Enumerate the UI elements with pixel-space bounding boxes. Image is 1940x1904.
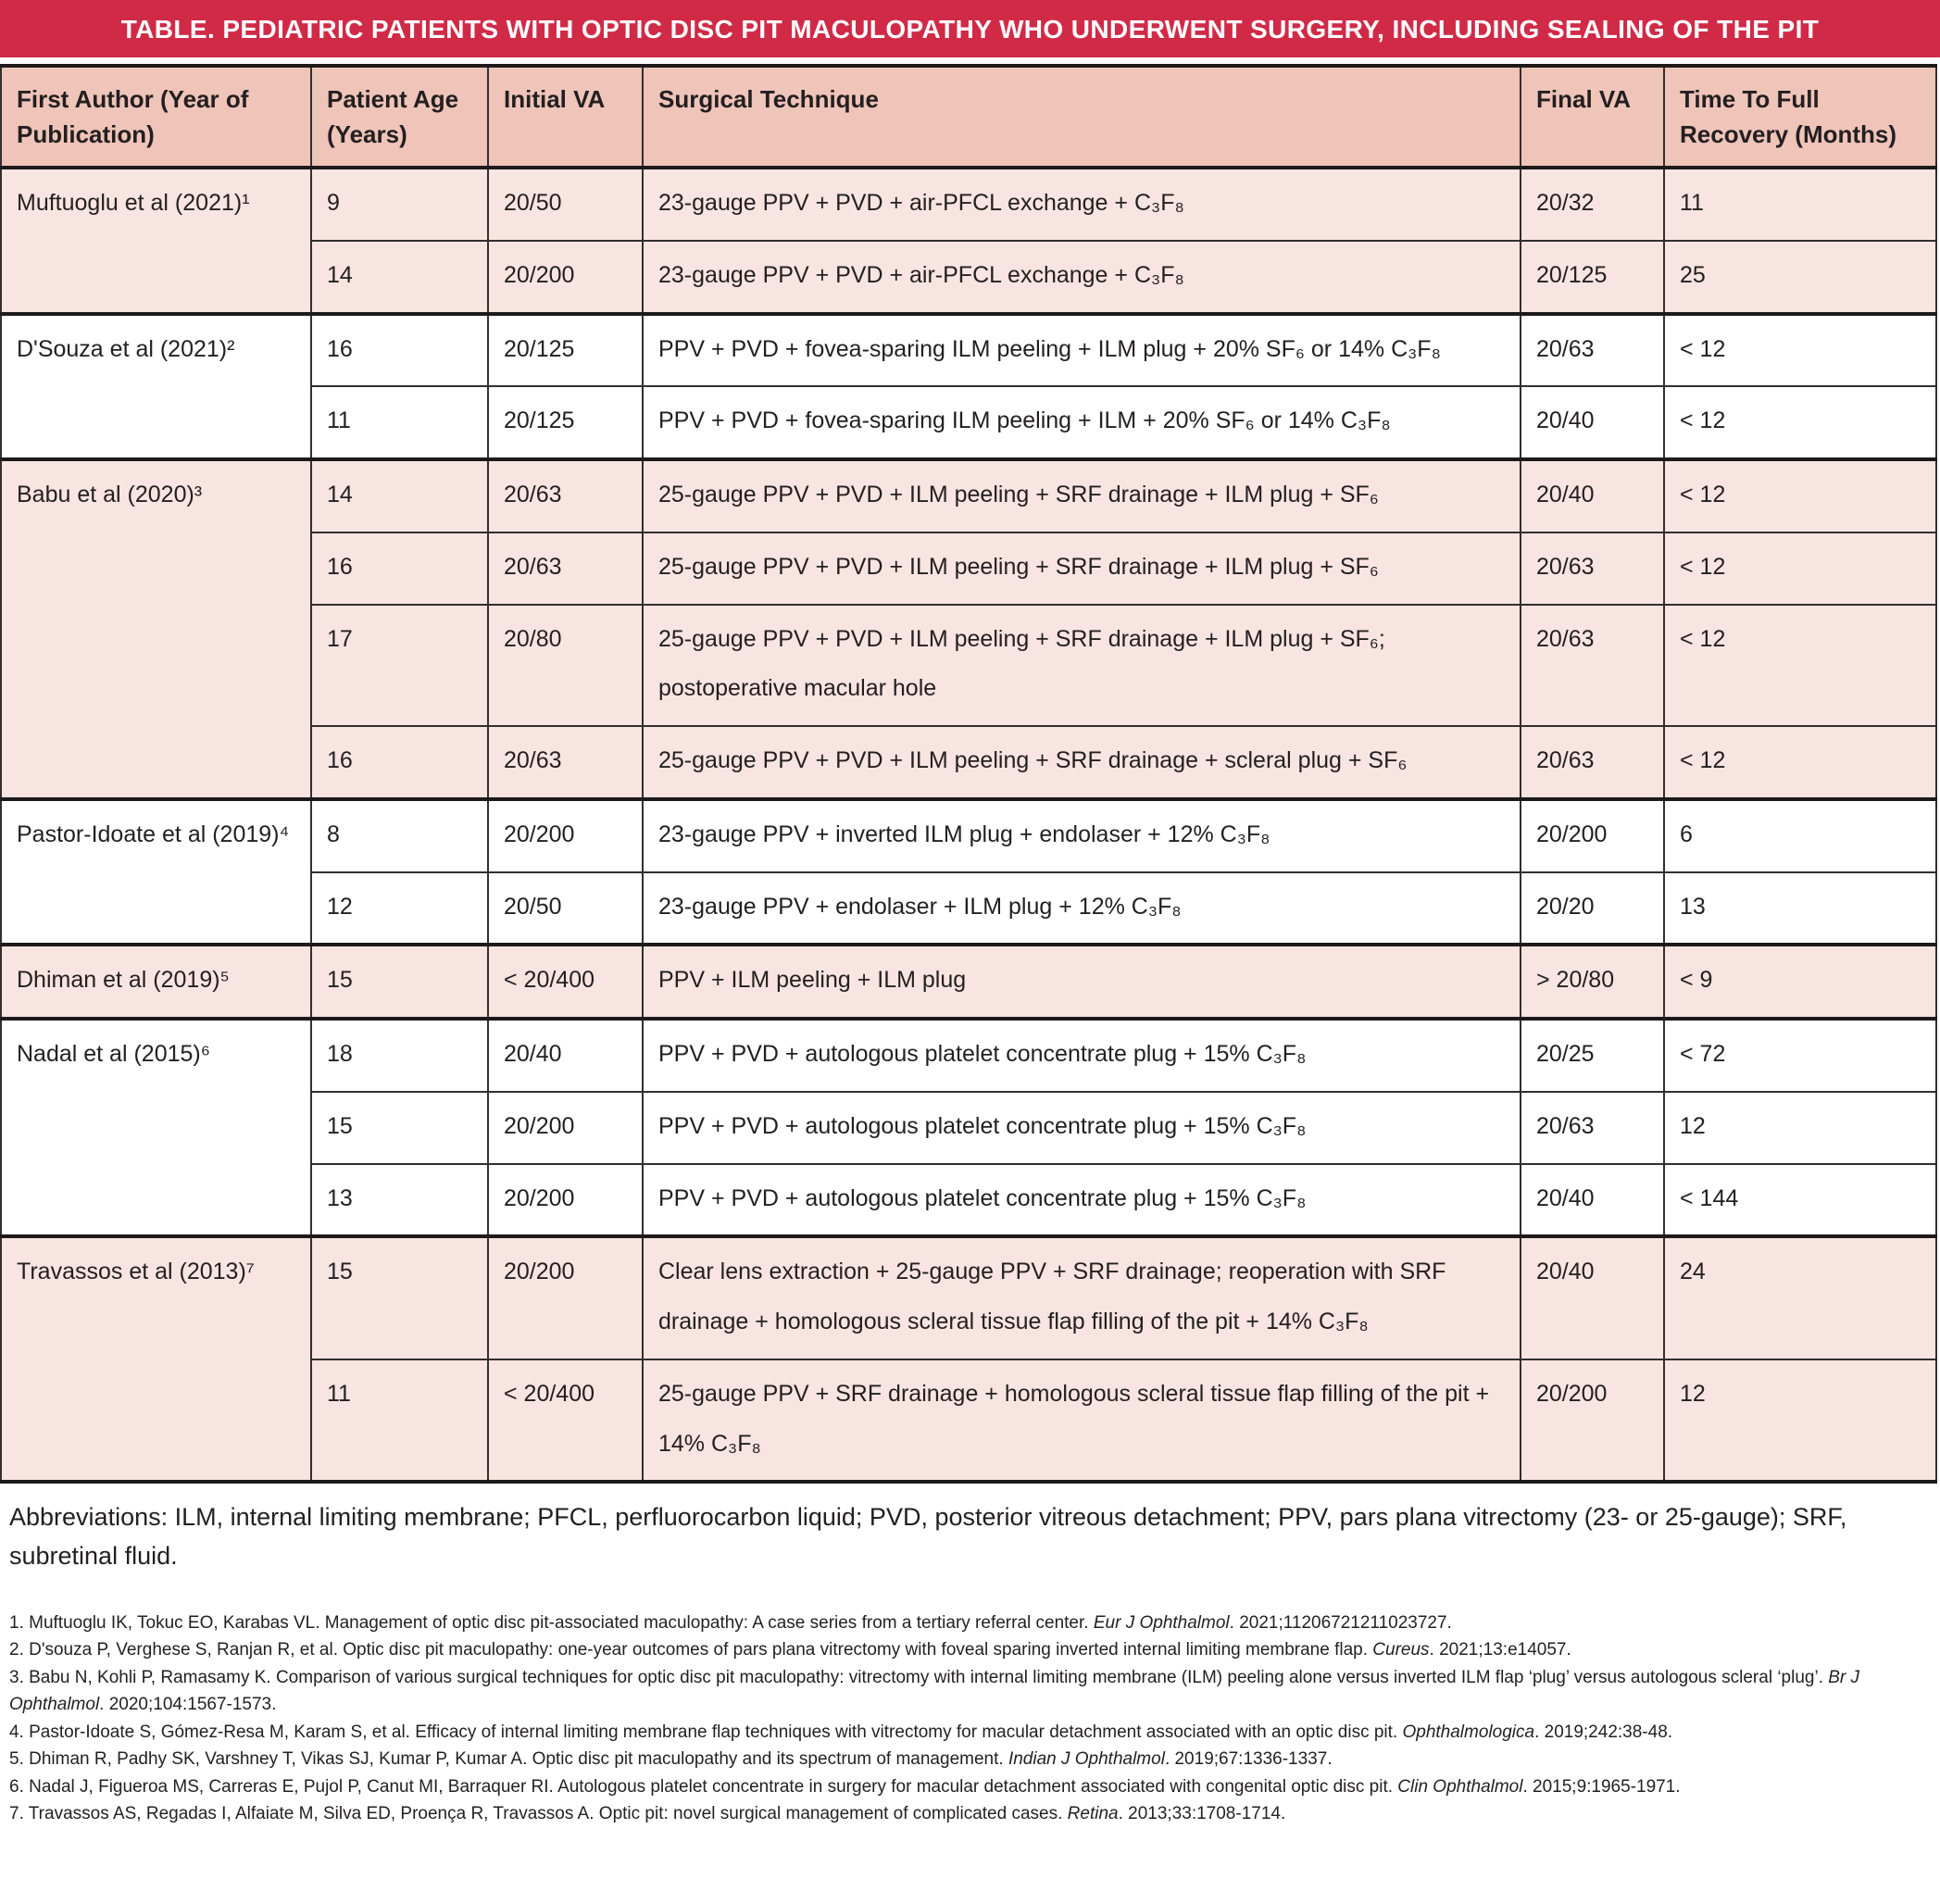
recovery-cell: 12 [1664, 1092, 1936, 1164]
final-va-cell: 20/40 [1521, 459, 1664, 532]
table-body [1, 168, 1936, 1482]
age-cell: 18 [311, 1019, 488, 1092]
age-cell: 15 [311, 945, 488, 1019]
initial-va-cell: 20/63 [488, 726, 643, 799]
initial-va-cell: 20/200 [488, 1236, 643, 1359]
recovery-cell: < 72 [1664, 1019, 1936, 1092]
table-row [1, 459, 1936, 532]
recovery-cell: < 12 [1664, 532, 1936, 605]
final-va-cell: 20/20 [1521, 872, 1664, 946]
recovery-cell: 25 [1664, 241, 1936, 314]
author-cell: Muftuoglu et al (2021)¹ [1, 168, 311, 314]
technique-cell: 23-gauge PPV + PVD + air-PFCL exchange + C₃F₈ [643, 168, 1521, 241]
author-cell: Dhiman et al (2019)⁵ [1, 945, 311, 1019]
author-cell: D'Souza et al (2021)² [1, 314, 311, 460]
table-title: TABLE. PEDIATRIC PATIENTS WITH OPTIC DISC PIT MACULOPATHY WHO UNDERWENT SURGERY, INCLUDING SEALING OF THE PIT [0, 0, 1940, 57]
table-row [1, 1019, 1936, 1092]
technique-cell: 25-gauge PPV + PVD + ILM peeling + SRF drainage + ILM plug + SF₆ [643, 532, 1521, 605]
table-header [1, 66, 1936, 168]
recovery-cell: < 12 [1664, 459, 1936, 532]
technique-cell: 25-gauge PPV + PVD + ILM peeling + SRF drainage + ILM plug + SF₆ [643, 459, 1521, 532]
recovery-cell: 13 [1664, 872, 1936, 946]
technique-cell: 23-gauge PPV + inverted ILM plug + endolaser + 12% C₃F₈ [643, 799, 1521, 872]
col-header-initial-va: Initial VA [488, 66, 643, 168]
technique-cell: PPV + PVD + autologous platelet concentrate plug + 15% C₃F₈ [643, 1092, 1521, 1164]
final-va-cell: 20/40 [1521, 1164, 1664, 1237]
recovery-cell: 24 [1664, 1236, 1936, 1359]
age-cell: 16 [311, 314, 488, 387]
final-va-cell: 20/63 [1521, 726, 1664, 799]
col-header-technique: Surgical Technique [643, 66, 1521, 168]
initial-va-cell: 20/125 [488, 386, 643, 459]
author-cell: Babu et al (2020)³ [1, 459, 311, 799]
technique-cell: PPV + PVD + fovea-sparing ILM peeling + ILM plug + 20% SF₆ or 14% C₃F₈ [643, 314, 1521, 387]
age-cell: 13 [311, 1164, 488, 1237]
final-va-cell: 20/25 [1521, 1019, 1664, 1092]
reference-item: 5. Dhiman R, Padhy SK, Varshney T, Vikas SJ, Kumar P, Kumar A. Optic disc pit maculopathy and its spectrum of management. Indian J Ophthalmol. 2019;67:1336-1337. [9, 1749, 1333, 1770]
initial-va-cell: 20/200 [488, 1164, 643, 1237]
col-header-final-va: Final VA [1521, 66, 1664, 168]
initial-va-cell: 20/50 [488, 872, 643, 946]
age-cell: 16 [311, 726, 488, 799]
age-cell: 12 [311, 872, 488, 946]
table-row [1, 945, 1936, 1019]
age-cell: 14 [311, 241, 488, 314]
initial-va-cell: 20/200 [488, 241, 643, 314]
reference-item: 4. Pastor-Idoate S, Gómez-Resa M, Karam S, et al. Efficacy of internal limiting membrane flap techniques with vitrectomy for macular detachment associated with an optic disc pit. Ophthalmologica. 2019;242:38-48. [9, 1722, 1673, 1742]
age-cell: 15 [311, 1092, 488, 1164]
author-cell: Travassos et al (2013)⁷ [1, 1236, 311, 1482]
final-va-cell: 20/63 [1521, 532, 1664, 605]
table-row [1, 799, 1936, 872]
final-va-cell: 20/63 [1521, 605, 1664, 727]
age-cell: 8 [311, 799, 488, 872]
recovery-cell: < 12 [1664, 386, 1936, 459]
age-cell: 11 [311, 1359, 488, 1483]
reference-item: 7. Travassos AS, Regadas I, Alfaiate M, Silva ED, Proença R, Travassos A. Optic pit: novel surgical management of complicated cases. Retina. 2013;33:1708-1714. [9, 1804, 1286, 1823]
technique-cell: 25-gauge PPV + PVD + ILM peeling + SRF drainage + ILM plug + SF₆; postoperative macular hole [643, 605, 1521, 727]
initial-va-cell: < 20/400 [488, 1359, 643, 1483]
table-row [1, 168, 1936, 241]
recovery-cell: 12 [1664, 1359, 1936, 1483]
final-va-cell: 20/200 [1521, 799, 1664, 872]
final-va-cell: 20/63 [1521, 314, 1664, 387]
initial-va-cell: 20/200 [488, 799, 643, 872]
final-va-cell: 20/32 [1521, 168, 1664, 241]
technique-cell: Clear lens extraction + 25-gauge PPV + SRF drainage; reoperation with SRF drainage + homologous scleral tissue flap filling of the pit + 14% C₃F₈ [643, 1236, 1521, 1359]
col-header-age: Patient Age (Years) [311, 66, 488, 168]
abbreviations-note: Abbreviations: ILM, internal limiting membrane; PFCL, perfluorocarbon liquid; PVD, posterior vitreous detachment; PPV, pars plana vitrectomy (23- or 25-gauge); SRF, subretinal fluid. [9, 1503, 1847, 1571]
technique-cell: 25-gauge PPV + PVD + ILM peeling + SRF drainage + scleral plug + SF₆ [643, 726, 1521, 799]
final-va-cell: 20/63 [1521, 1092, 1664, 1164]
initial-va-cell: 20/63 [488, 459, 643, 532]
technique-cell: PPV + PVD + autologous platelet concentrate plug + 15% C₃F₈ [643, 1164, 1521, 1237]
recovery-cell: 6 [1664, 799, 1936, 872]
recovery-cell: < 12 [1664, 314, 1936, 387]
final-va-cell: 20/200 [1521, 1359, 1664, 1483]
technique-cell: 23-gauge PPV + endolaser + ILM plug + 12% C₃F₈ [643, 872, 1521, 946]
initial-va-cell: 20/50 [488, 168, 643, 241]
age-cell: 11 [311, 386, 488, 459]
final-va-cell: 20/125 [1521, 241, 1664, 314]
initial-va-cell: 20/63 [488, 532, 643, 605]
initial-va-cell: < 20/400 [488, 945, 643, 1019]
col-header-author: First Author (Year of Publication) [1, 66, 311, 168]
age-cell: 16 [311, 532, 488, 605]
age-cell: 9 [311, 168, 488, 241]
technique-cell: 25-gauge PPV + SRF drainage + homologous scleral tissue flap filling of the pit + 14% C₃F₈ [643, 1359, 1521, 1483]
author-cell: Pastor-Idoate et al (2019)⁴ [1, 799, 311, 946]
initial-va-cell: 20/125 [488, 314, 643, 387]
recovery-cell: < 12 [1664, 726, 1936, 799]
initial-va-cell: 20/80 [488, 605, 643, 727]
reference-item: 3. Babu N, Kohli P, Ramasamy K. Comparison of various surgical techniques for optic disc pit maculopathy: vitrectomy with internal limiting membrane (ILM) peeling alone versus inverted ILM flap ‘plug’ versus autologous scleral ‘plug’. Br J Ophthalmol. 2020;104:1567-1573. [9, 1667, 1860, 1715]
reference-item: 2. D'souza P, Verghese S, Ranjan R, et al. Optic disc pit maculopathy: one-year outcomes of pars plana vitrectomy with foveal sparing inverted internal limiting membrane flap. Cureus. 2021;13:e14057. [9, 1640, 1571, 1660]
technique-cell: 23-gauge PPV + PVD + air-PFCL exchange + C₃F₈ [643, 241, 1521, 314]
recovery-cell: < 144 [1664, 1164, 1936, 1237]
final-va-cell: > 20/80 [1521, 945, 1664, 1019]
age-cell: 15 [311, 1236, 488, 1359]
author-cell: Nadal et al (2015)⁶ [1, 1019, 311, 1236]
data-table [0, 64, 1937, 1484]
reference-item: 6. Nadal J, Figueroa MS, Carreras E, Pujol P, Canut MI, Barraquer RI. Autologous platelet concentrate in surgery for macular detachment associated with congenital optic disc pit. Clin Ophthalmol. 2015;9:1965-1971. [9, 1776, 1681, 1797]
reference-item: 1. Muftuoglu IK, Tokuc EO, Karabas VL. Management of optic disc pit-associated maculopathy: A case series from a tertiary referral center. Eur J Ophthalmol. 2021;11206721211023727. [9, 1612, 1452, 1633]
technique-cell: PPV + ILM peeling + ILM plug [643, 945, 1521, 1019]
final-va-cell: 20/40 [1521, 1236, 1664, 1359]
recovery-cell: < 12 [1664, 605, 1936, 727]
col-header-recovery: Time To Full Recovery (Months) [1664, 66, 1936, 168]
table-row [1, 314, 1936, 387]
age-cell: 14 [311, 459, 488, 532]
recovery-cell: < 9 [1664, 945, 1936, 1019]
header-row [1, 66, 1936, 168]
technique-cell: PPV + PVD + autologous platelet concentrate plug + 15% C₃F₈ [643, 1019, 1521, 1092]
table-row [1, 1236, 1936, 1359]
age-cell: 17 [311, 605, 488, 727]
references [9, 1610, 1931, 1828]
technique-cell: PPV + PVD + fovea-sparing ILM peeling + ILM + 20% SF₆ or 14% C₃F₈ [643, 386, 1521, 459]
initial-va-cell: 20/200 [488, 1092, 643, 1164]
recovery-cell: 11 [1664, 168, 1936, 241]
final-va-cell: 20/40 [1521, 386, 1664, 459]
initial-va-cell: 20/40 [488, 1019, 643, 1092]
